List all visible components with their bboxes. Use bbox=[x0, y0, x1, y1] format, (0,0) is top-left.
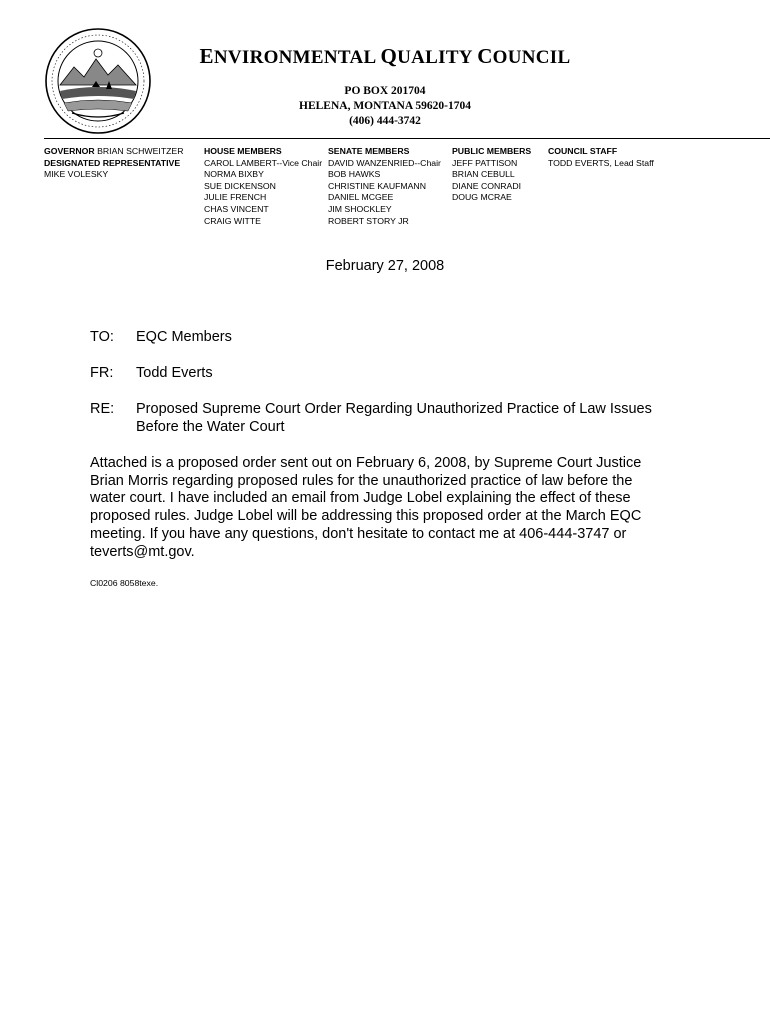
memo-from-label: FR: bbox=[90, 365, 114, 381]
senate-member: DANIEL MCGEE bbox=[328, 192, 394, 203]
address-po-box: PO BOX 201704 bbox=[344, 85, 426, 97]
house-member: JULIE FRENCH bbox=[204, 192, 267, 203]
memo-subject-value bbox=[136, 401, 652, 436]
senate-member: BOB HAWKS bbox=[328, 169, 381, 180]
senate-member: CHRISTINE KAUFMANN bbox=[328, 180, 426, 191]
house-members-heading: HOUSE MEMBERS bbox=[204, 146, 282, 156]
governor-name: BRIAN SCHWEITZER bbox=[94, 146, 184, 156]
body-line: Attached is a proposed order sent out on February 6, 2008, by Supreme Court Justice bbox=[90, 455, 642, 471]
body-line: Brian Morris regarding proposed rules for the unauthorized practice of law before the bbox=[90, 472, 633, 489]
body-line: teverts@mt.gov. bbox=[90, 543, 195, 560]
house-member: CAROL LAMBERT--Vice Chair bbox=[204, 157, 323, 168]
memo-subject-label: RE: bbox=[90, 401, 115, 417]
memo-to-label: TO: bbox=[90, 329, 114, 345]
governor-label: GOVERNOR bbox=[44, 146, 95, 156]
council-title bbox=[0, 44, 770, 69]
public-member: DIANE CONRADI bbox=[452, 180, 522, 191]
body-line: water court. I have included an email from Judge Lobel explaining the effect of these bbox=[90, 490, 631, 507]
public-member: JEFF PATTISON bbox=[452, 157, 518, 168]
public-members-heading: PUBLIC MEMBERS bbox=[452, 146, 532, 156]
subject-line: Before the Water Court bbox=[136, 418, 285, 435]
title-word-3: COUNCIL bbox=[477, 44, 571, 68]
senate-member: ROBERT STORY JR bbox=[328, 215, 409, 226]
title-word-2: QUALITY bbox=[380, 44, 478, 68]
document-reference: Cl0206 8058texe. bbox=[90, 578, 159, 588]
designated-rep-label: DESIGNATED REPRESENTATIVE bbox=[44, 157, 181, 168]
house-member: SUE DICKENSON bbox=[204, 180, 276, 191]
council-staff-heading: COUNCIL STAFF bbox=[548, 146, 618, 156]
senate-member: JIM SHOCKLEY bbox=[328, 203, 392, 214]
council-address bbox=[0, 84, 770, 129]
senate-members-heading: SENATE MEMBERS bbox=[328, 146, 410, 156]
header-divider bbox=[44, 138, 770, 139]
memo-from-value: Todd Everts bbox=[136, 365, 213, 381]
memo-body bbox=[90, 455, 690, 561]
designated-rep-name: MIKE VOLESKY bbox=[44, 169, 109, 180]
public-member: BRIAN CEBULL bbox=[452, 169, 515, 180]
address-phone: (406) 444-3742 bbox=[349, 115, 421, 127]
memo-date: February 27, 2008 bbox=[325, 258, 445, 274]
house-member: CHAS VINCENT bbox=[204, 203, 269, 214]
address-city: HELENA, MONTANA 59620-1704 bbox=[299, 100, 471, 112]
public-member: DOUG MCRAE bbox=[452, 192, 512, 203]
house-member: CRAIG WITTE bbox=[204, 215, 261, 226]
body-line: meeting. If you have any questions, don't hesitate to contact me at 406-444-3747 or bbox=[90, 525, 627, 542]
subject-line: Proposed Supreme Court Order Regarding Unauthorized Practice of Law Issues bbox=[136, 401, 652, 417]
title-word-1: ENVIRONMENTAL bbox=[199, 44, 381, 68]
house-members-column bbox=[204, 146, 322, 227]
council-staff-member: TODD EVERTS, Lead Staff bbox=[548, 157, 654, 168]
house-member: NORMA BIXBY bbox=[204, 169, 264, 180]
senate-member: DAVID WANZENRIED--Chair bbox=[328, 157, 441, 168]
senate-members-column bbox=[328, 146, 441, 227]
council-staff-column bbox=[548, 146, 654, 169]
body-line: proposed rules. Judge Lobel will be addressing this proposed order at the March EQC bbox=[90, 508, 642, 525]
governor-column bbox=[44, 146, 184, 181]
public-members-column bbox=[452, 146, 531, 204]
memo-to-value: EQC Members bbox=[136, 329, 232, 345]
